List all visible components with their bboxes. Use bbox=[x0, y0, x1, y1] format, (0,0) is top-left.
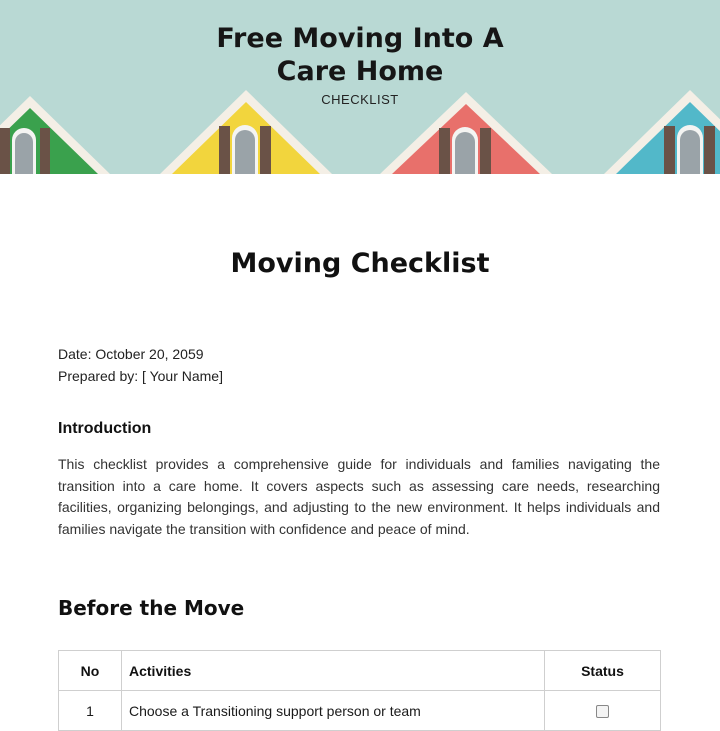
introduction-text: This checklist provides a comprehensive guide for individuals and families navigating the transition into a care home. It covers aspects such as assessing care needs, researching facilities, organizing belongings, and adjusting to the new environment. It helps individuals and families navigate the transition with confidence and peace of mind. bbox=[58, 456, 660, 537]
document-title: Moving Checklist bbox=[230, 248, 490, 279]
status-checkbox[interactable] bbox=[596, 705, 609, 718]
banner-title-line-2: Care Home bbox=[276, 56, 444, 87]
green-house bbox=[0, 96, 110, 174]
before-move-table bbox=[58, 650, 661, 731]
banner-title bbox=[0, 22, 720, 88]
header-banner bbox=[0, 0, 720, 174]
table-row bbox=[59, 691, 661, 731]
banner-subtitle: CHECKLIST bbox=[321, 92, 399, 107]
column-header-status: Status bbox=[545, 651, 661, 691]
prepared-by-line: Prepared by: [ Your Name] bbox=[58, 368, 223, 384]
date-line: Date: October 20, 2059 bbox=[58, 346, 204, 362]
row-number: 1 bbox=[59, 691, 122, 731]
introduction-heading: Introduction bbox=[58, 420, 152, 437]
row-status bbox=[545, 691, 661, 731]
banner-title-line-1: Free Moving Into A bbox=[216, 23, 504, 54]
table-header-row bbox=[59, 651, 661, 691]
document-meta bbox=[58, 343, 223, 387]
column-header-activities: Activities bbox=[122, 651, 545, 691]
row-activity: Choose a Transitioning support person or team bbox=[122, 691, 545, 731]
before-the-move-heading: Before the Move bbox=[58, 596, 245, 620]
column-header-no: No bbox=[59, 651, 122, 691]
